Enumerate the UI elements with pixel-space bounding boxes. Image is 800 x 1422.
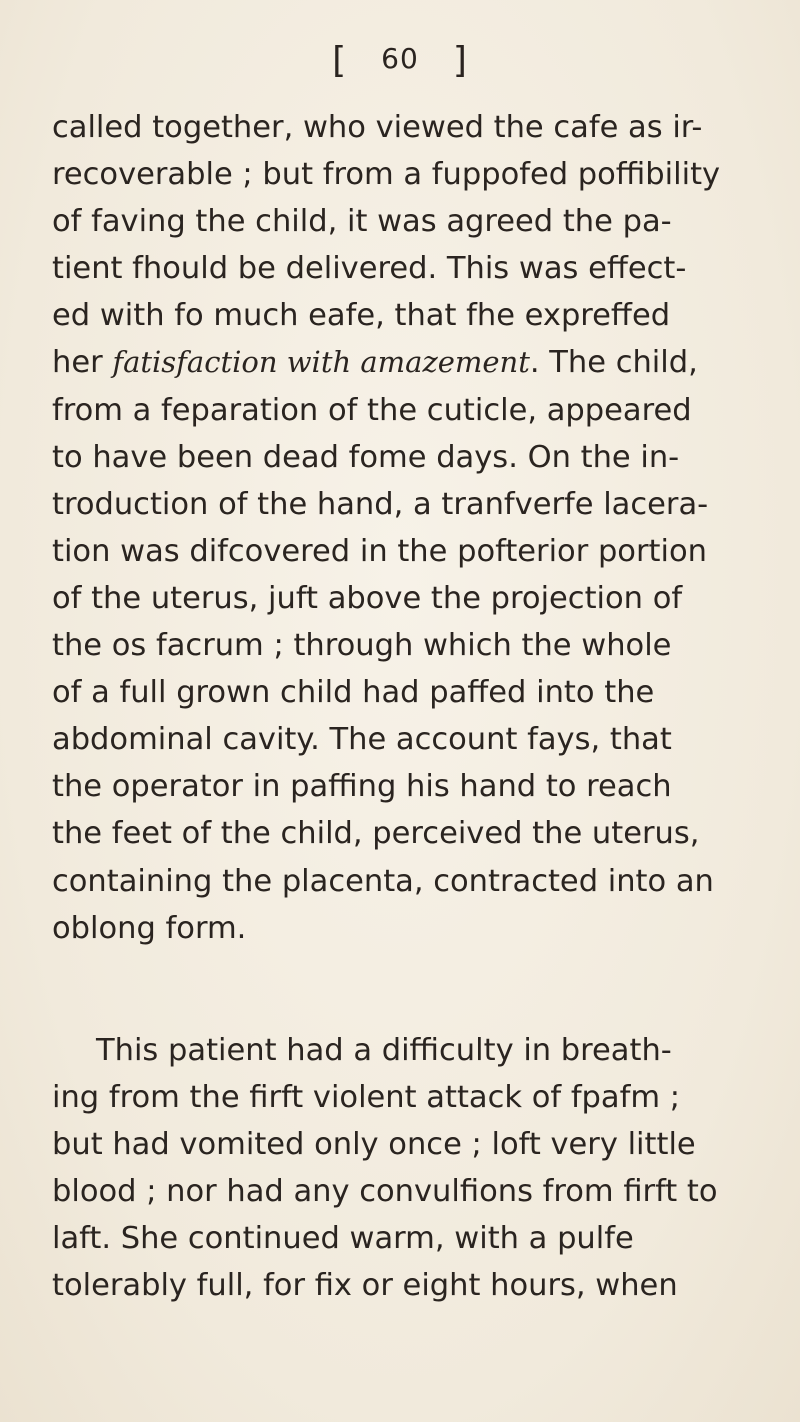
text-line: tolerably full, for fix or eight hours, when <box>52 1268 678 1304</box>
text-line: oblong form. <box>52 910 247 946</box>
text-line: laft. She continued warm, with a pulfe <box>52 1221 634 1257</box>
text-line: recoverable ; but from a fuppofed poffibility <box>52 157 721 193</box>
text-line: but had vomited only once ; loft very little <box>52 1126 696 1162</box>
text-line: tion was difcovered in the pofterior portion <box>52 533 707 569</box>
header-close-bracket: ] <box>452 40 468 81</box>
text-run: . The child, <box>529 345 698 381</box>
page-header <box>0 40 800 81</box>
text-line: to have been dead fome days. On the in- <box>52 439 680 475</box>
text-run: her <box>52 345 113 381</box>
paragraph-1 <box>52 104 772 952</box>
paragraph-2 <box>52 1027 772 1310</box>
italic-phrase: fatisfaction with amazement <box>112 345 530 380</box>
text-line: This patient had a difficulty in breath- <box>96 1032 672 1068</box>
text-line: ing from the firft violent attack of fpafm ; <box>52 1079 681 1115</box>
text-line: of faving the child, it was agreed the pa- <box>52 204 672 240</box>
text-line: troduction of the hand, a tranfverfe lacera- <box>52 486 709 522</box>
text-line: of the uterus, juft above the projection of <box>52 580 683 616</box>
text-line: the os facrum ; through which the whole <box>52 628 672 664</box>
text-line-mixed <box>52 339 772 386</box>
text-line: tient fhould be delivered. This was effect- <box>52 251 687 287</box>
text-line: called together, who viewed the cafe as ir- <box>52 110 703 145</box>
paragraph-gap <box>52 952 772 1027</box>
text-line: abdominal cavity. The account fays, that <box>52 722 672 758</box>
text-line: of a full grown child had paffed into the <box>52 675 655 711</box>
text-line: the operator in paffing his hand to reach <box>52 769 672 805</box>
page-number: 60 <box>381 42 419 75</box>
text-line: containing the placenta, contracted into an <box>52 863 714 899</box>
text-line: the feet of the child, perceived the uterus, <box>52 816 700 852</box>
body-text <box>52 104 772 1309</box>
header-open-bracket: [ <box>332 40 348 81</box>
text-line: ed with fo much eafe, that fhe expreffed <box>52 298 671 334</box>
text-line: blood ; nor had any convulfions from firft to <box>52 1173 718 1209</box>
text-line: from a feparation of the cuticle, appeared <box>52 392 692 428</box>
